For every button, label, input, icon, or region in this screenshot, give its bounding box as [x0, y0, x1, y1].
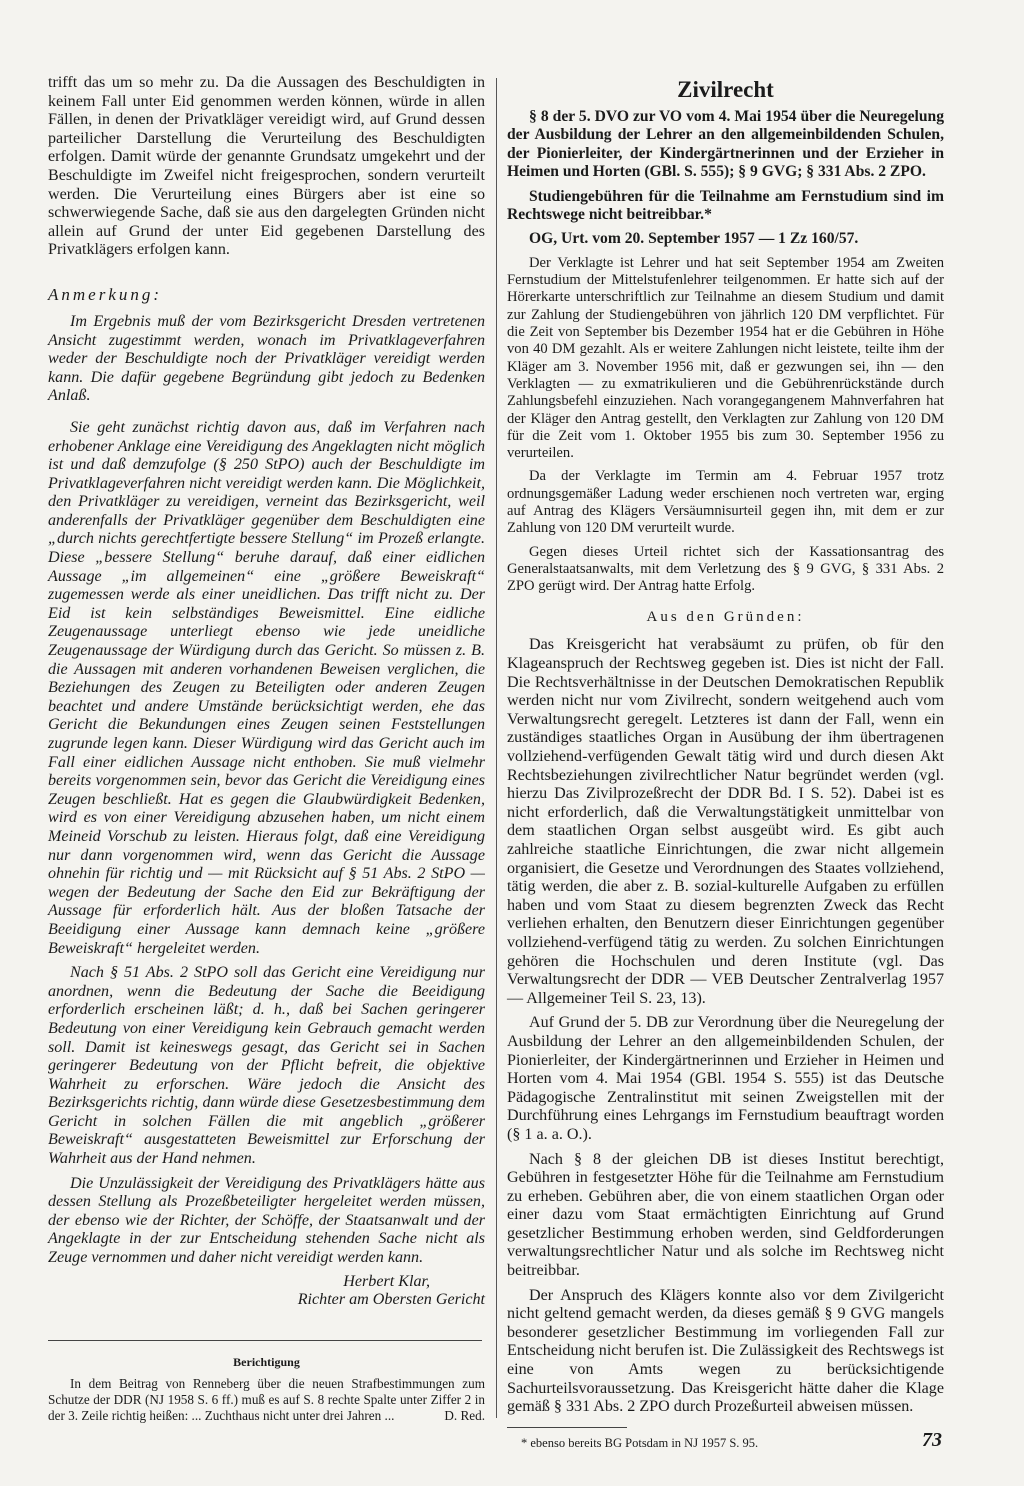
- grounds-paragraph-4: Der Anspruch des Klägers konnte also vor dem Zivilgericht nicht geltend gemacht werden, da dieses gemäß § 9 GVG mangels besonderer gesetzlicher Bestimmung im vorliegenden Fall zur Entscheidung nicht berufen ist. Die Zulässigkeit des Rechtswegs ist eine von Amts wegen zu berücksichtigende Sachurteilsvoraussetzung. Das Kreisgericht hätte daher die Klage gemäß § 331 Abs. 2 ZPO durch Prozeßurteil abweisen müssen.: [507, 1286, 944, 1416]
- facts-paragraph-1: Der Verklagte ist Lehrer und hat seit September 1954 am Zweiten Fernstudium der Mittelstufenlehrer teilgenommen. Er hatte sich auf der Hörerkarte unterschriftlich zur Teilnahme an diesem Studium und damit zur Zahlung der Studiengebühren von jährlich 120 DM verpflichtet. Für die Zeit von September bis Dezember 1954 hat er die Gebühren in Höhe von 40 DM gezahlt. Als er weitere Zahlungen nicht leistete, teilte ihm der Kläger am 3. November 1956 mit, daß er gezwungen sei, ihn — den Verklagten — zu exmatrikulieren und die Gebührenrückstände durch Zahlungsbefehl einzuziehen. Nach vorangegangenem Mahnverfahren hat der Kläger den Antrag gestellt, den Verklagten zur Zahlung von 120 DM für die Zeit vom 1. Oktober 1955 bis zum 30. September 1956 zu verurteilen.: [507, 254, 944, 462]
- signature-title: Richter am Obersten Gericht: [297, 1291, 485, 1309]
- correction-divider: [48, 1340, 482, 1341]
- remark-paragraph-4: Die Unzulässigkeit der Vereidigung des Privatklägers hätte aus dessen Stellung als Prozeßbeteiligter hergeleitet werden müssen, der ebenso wie der Richter, der Schöffe, der Staatsanwalt und der Angeklagte in der zur Entscheidung stehenden Sache nicht als Zeuge vernommen und daher nicht vereidigt werden kann.: [48, 1174, 485, 1267]
- section-title: Zivilrecht: [677, 77, 774, 102]
- remark-paragraph-2: Sie geht zunächst richtig davon aus, daß im Verfahren nach erhobener Anklage eine Vereidigung des Angeklagten nicht möglich ist und daß demzufolge (§ 250 StPO) auch der Beschuldigte im Privatklageverfahren nicht vereidigt werden kann. Die Möglichkeit, den Privatkläger zu vereidigen, verneint das Bezirksgericht, weil anderenfalls der Privatkläger gegenüber dem Beschuldigten eine „durch nichts gerechtfertigte bessere Stellung“ im Prozeß erlangte. Diese „bessere Stellung“ beruhe darauf, daß einer eidlichen Aussage „im allgemeinen“ eine „größere Beweiskraft“ zugemessen werde als einer uneidlichen. Das trifft nicht zu. Der Eid ist kein selbständiges Beweismittel. Eine eidliche Zeugenaussage unterliegt ebenso wie jede uneidliche Zeugenaussage der Würdigung durch das Gericht. So müssen z. B. die Aussagen mit anderen vorhandenen Beweisen verglichen, die Beziehungen des Zeugen zu Beteiligten oder anderen Zeugen beachtet und andere Umstände berücksichtigt werden, ehe das Gericht die Bekundungen eines Zeugen seinen Feststellungen zugrunde legen kann. Dieser Würdigung wird das Gericht auch im Fall einer eidlichen Aussage nicht enthoben. Sie muß vielmehr bereits vorgenommen sein, bevor das Gericht die Vereidigung eines Zeugen beschließt. Hat es gegen die Glaubwürdigkeit Bedenken, wird es von einer Vereidigung abzusehen haben, um nicht einem Meineid Vorschub zu leisten. Hieraus folgt, daß eine Vereidigung nur dann vorgenommen wird, wenn das Gericht die Aussage ohnehin für richtig und — mit Rücksicht auf § 51 Abs. 2 StPO — wegen der Bedeutung der Sache den Eid zur Bekräftigung der Aussage für erforderlich hält. Aus der bloßen Tatsache der Beeidigung einer Aussage kann demnach keine „größere Beweiskraft“ hergeleitet werden.: [48, 418, 485, 957]
- remark-paragraph-3: Nach § 51 Abs. 2 StPO soll das Gericht eine Vereidigung nur anordnen, wenn die Bedeutung der Sache die Beeidigung erforderlich erscheinen läßt; d. h., daß bei Sachen geringerer Bedeutung von einer Vereidigung kein Gebrauch gemacht werden soll. Damit ist keineswegs gesagt, das Gericht sei in Sachen geringerer Bedeutung von der Pflicht befreit, die objektive Wahrheit zu erforschen. Wäre jedoch die Ansicht des Bezirksgerichts richtig, dann würde diese Gesetzesbestimmung dem Gericht in solchen Fällen die mit angeblich „größerer Beweiskraft“ ausgestatteten Beweismittel zur Erforschung der Wahrheit aus der Hand nehmen.: [48, 964, 485, 1168]
- footnote-divider: [507, 1427, 627, 1428]
- correction-box: [48, 1376, 485, 1424]
- left-column: [48, 74, 485, 1424]
- footnote: * ebenso bereits BG Potsdam in NJ 1957 S. 95.: [521, 1435, 759, 1450]
- remark-heading: Anmerkung:: [48, 284, 163, 304]
- correction-title: Berichtigung: [233, 1354, 300, 1369]
- signature-name: Herbert Klar,: [343, 1272, 430, 1290]
- page-number: 73: [922, 1429, 942, 1451]
- grounds-paragraph-1: Das Kreisgericht hat verabsäumt zu prüfen, ob für den Klageanspruch der Rechtsweg gegeben ist. Dies ist nicht der Fall. Die Rechtsverhältnisse in der Deutschen Demokratischen Republik werden nicht nur vom Zivilrecht, sondern weitgehend auch vom Verwaltungsrecht geregelt. Letzteres ist dann der Fall, wenn ein zuständiges staatliches Organ in Ausübung der ihm übertragenen vollziehend-verfügenden Gewalt tätig wird und durch diesen Akt Rechtsbeziehungen zivilrechtlicher Natur begründet werden (vgl. hierzu Das Zivilprozeßrecht der DDR Bd. I S. 52). Dabei ist es nicht erforderlich, daß die Verwaltungstätigkeit unmittelbar von dem staatlichen Organ selbst ausgeübt wird. Es gibt auch zahlreiche staatliche Einrichtungen, die zwar nicht allgemein organisiert, die Gesetze und Verordnungen des Staates vollziehend, tätig werden, die aber z. B. sozial-kulturelle Aufgaben zu erfüllen haben und vom Staat zu diesem begrenzten Zweck das Recht verliehen erhalten, den Benutzern dieser Einrichtungen gegenüber vollziehend-verfügend tätig zu werden. Zu solchen Einrichtungen gehören die Hochschulen und deren Institute (vgl. Das Verwaltungsrecht der DDR — VEB Deutscher Zentralverlag 1957 — Allgemeiner Teil S. 23, 13).: [507, 636, 944, 1007]
- grounds-paragraph-3: Nach § 8 der gleichen DB ist dieses Institut berechtigt, Gebühren in festgesetzter Höhe für die Teilnahme am Fernstudium zu erheben. Gebühren aber, die von einem staatlichen Organ oder einer dazu vom Staat ermächtigten Einrichtung auf Grund gesetzlicher Bestimmung erhoben werden, sind Geldforderungen verwaltungsrechtlicher Natur und als solche im Rechtsweg nicht beitreibbar.: [507, 1150, 944, 1280]
- correction-editor: D. Red.: [444, 1407, 485, 1423]
- grounds-paragraph-2: Auf Grund der 5. DB zur Verordnung über die Neuregelung der Ausbildung der Lehrer an den allgemeinbildenden Schulen, der Pionierleiter, der Kindergärtnerinnen und Erzieher in Heimen und Horten vom 4. Mai 1954 (GBl. 1954 S. 555) ist das Deutsche Pädagogische Zentralinstitut mit seinen Zweigstellen mit der Durchführung eines Lehrgangs im Fernstudium beauftragt worden (§ 1 a. a. O.).: [507, 1014, 944, 1143]
- author-signature: [48, 1273, 485, 1310]
- grounds-heading: Aus den Gründen:: [646, 609, 805, 626]
- column-divider: [496, 78, 497, 1418]
- facts-paragraph-2: Da der Verklagte im Termin am 4. Februar 1957 trotz ordnungsgemäßer Ladung weder erschienen noch vertreten war, erging auf Antrag des Klägers Versäumnisurteil gegen ihn, mit dem er zur Zahlung von 120 DM verurteilt wurde.: [507, 468, 944, 537]
- headnote-law: § 8 der 5. DVO zur VO vom 4. Mai 1954 über die Neuregelung der Ausbildung der Lehrer an den allgemeinbildenden Schulen, der Pionierleiter, der Kindergärtnerinnen und der Erzieher in Heimen und Horten (GBl. S. 555); § 9 GVG; § 331 Abs. 2 ZPO.: [507, 108, 944, 181]
- left-paragraph-1: trifft das um so mehr zu. Da die Aussagen des Beschuldigten in keinem Fall unter Eid genommen werden können, würde in allen Fällen, in denen der Privatkläger vereidigt wird, auf Grund dessen parteilicher Darstellung die Verurteilung des Beschuldigten erfolgen. Damit würde der genannte Grundsatz umgekehrt und der Beschuldigte im Zweifel nicht freigesprochen, sondern verurteilt werden. Die Verurteilung eines Bürgers aber ist eine so schwerwiegende Sache, daß sie aus den dargelegten Gründen nicht allein auf Grund der unter Eid gegebenen Darstellung des Privatklägers erfolgen kann.: [48, 74, 485, 259]
- case-citation: OG, Urt. vom 20. September 1957 — 1 Zz 160/57.: [529, 230, 859, 248]
- headnote-principle: Studiengebühren für die Teilnahme am Fernstudium sind im Rechtswege nicht beitreibbar.*: [507, 187, 944, 224]
- remark-paragraph-1: Im Ergebnis muß der vom Bezirksgericht Dresden vertretenen Ansicht zugestimmt werden, wonach im Privatklageverfahren weder der Beschuldigte noch der Privatkläger vereidigt werden kann. Die dafür gegebene Begründung gibt jedoch zu Bedenken Anlaß.: [48, 312, 485, 405]
- facts-paragraph-3: Gegen dieses Urteil richtet sich der Kassationsantrag des Generalstaatsanwalts, mit dem Verletzung des § 9 GVG, § 331 Abs. 2 ZPO gerügt wird. Der Antrag hatte Erfolg.: [507, 543, 944, 595]
- correction-text: In dem Beitrag von Renneberg über die neuen Strafbestimmungen zum Schutze der DDR (NJ 1958 S. 6 ff.) muß es auf S. 8 rechte Spalte unter Ziffer 2 in der 3. Zeile richtig heißen: ... Zuchthaus nicht unter drei Jahren ...: [48, 1375, 485, 1423]
- right-column: [507, 74, 944, 1451]
